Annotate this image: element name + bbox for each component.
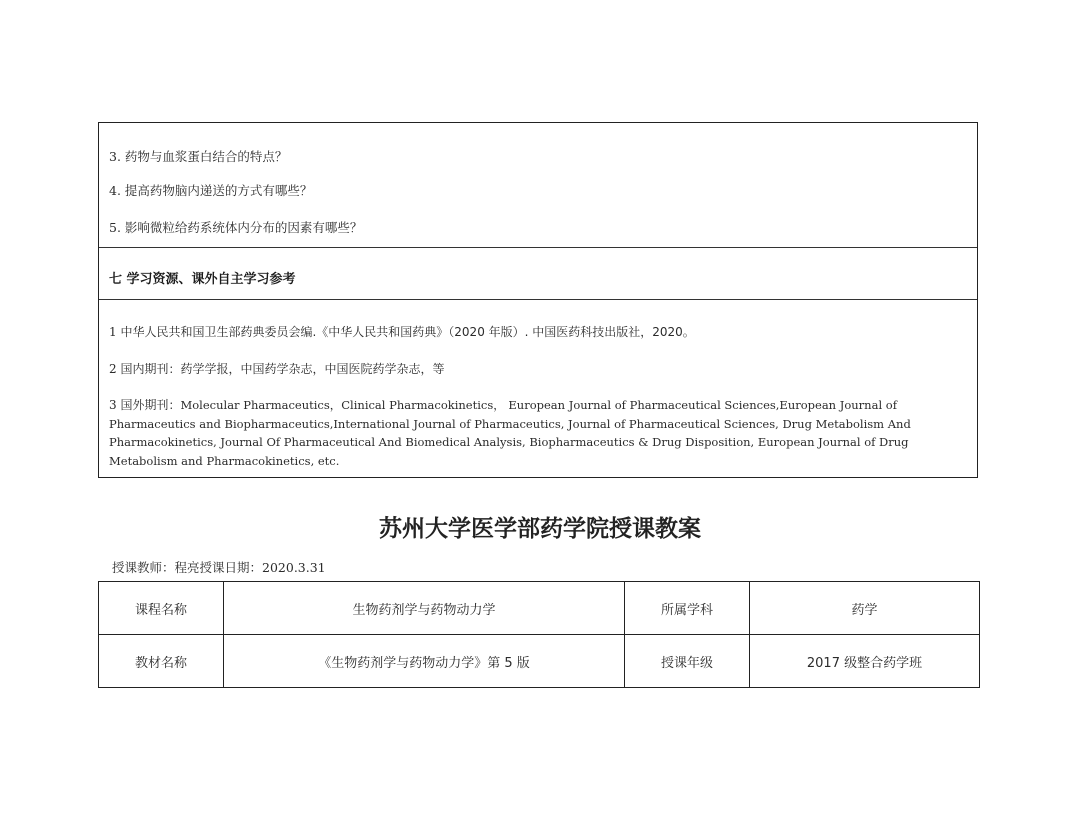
table-cell-value: 生物药剂学与药物动力学: [224, 582, 625, 635]
reference-item: 2 国内期刊：药学学报，中国药学杂志，中国医院药学杂志，等: [109, 362, 445, 376]
course-info-table: [98, 581, 980, 688]
table-cell-label: 教材名称: [99, 635, 224, 688]
section-heading: 七 学习资源、课外自主学习参考: [109, 272, 296, 287]
question-item: 3. 药物与血浆蛋白结合的特点？: [109, 149, 288, 164]
teacher-label: 授课教师：程亮授课日期：: [112, 560, 263, 575]
table-cell-label: 课程名称: [99, 582, 224, 635]
reference-item: 1 中华人民共和国卫生部药典委员会编.《中华人民共和国药典》（2020 年版）. 中国医药科技出版社，2020。: [109, 325, 695, 339]
table-row: [99, 635, 980, 688]
question-item: 4. 提高药物脑内递送的方式有哪些？: [109, 183, 313, 198]
lesson-plan-box: [98, 122, 978, 478]
review-questions-section: [99, 123, 977, 248]
reference-item: 3 国外期刊：Molecular Pharmaceutics，Clinical Pharmacokinetics， European Journal of Pharmaceutical Sciences,European Journal of Pharmaceutics and Biopharmaceutics,International Journal of Pharmaceutics, Journal of Pharmaceutical Sciences, Drug Metabolism And Pharmacokinetics, Journal Of Pharmaceutical And Biomedical Analysis, Biopharmaceutics & Drug Disposition, European Journal of Drug Metabolism and Pharmacokinetics, etc.: [109, 398, 911, 468]
table-row: [99, 582, 980, 635]
table-cell-value: 药学: [750, 582, 980, 635]
table-cell-label: 所属学科: [625, 582, 750, 635]
table-cell-value: 2017 级整合药学班: [750, 635, 980, 688]
teacher-date-line: [112, 558, 326, 576]
page-title: 苏州大学医学部药学院授课教案: [379, 515, 701, 542]
table-cell-label: 授课年级: [625, 635, 750, 688]
references-section: [99, 300, 977, 477]
question-item: 5. 影响微粒给药系统体内分布的因素有哪些？: [109, 220, 363, 235]
table-cell-value: 《生物药剂学与药物动力学》第 5 版: [224, 635, 625, 688]
section-7-header: [99, 248, 977, 300]
teaching-date: 2020.3.31: [262, 560, 326, 575]
